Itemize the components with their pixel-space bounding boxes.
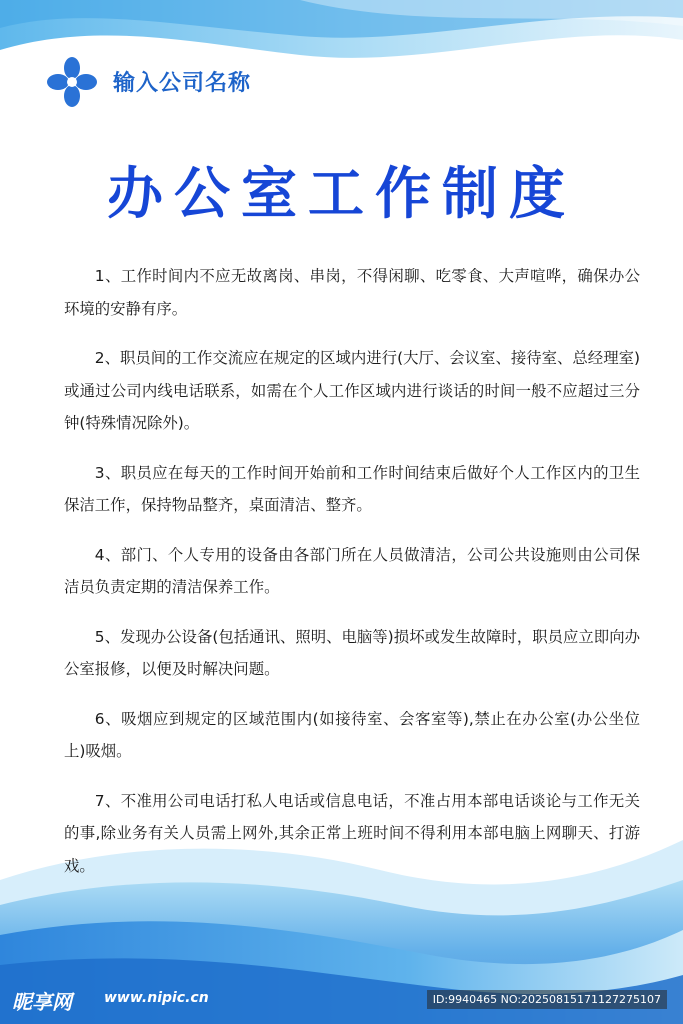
watermark-url: www.nipic.cn: [104, 990, 209, 1006]
rule-item: 7、不准用公司电话打私人电话或信息电话，不准占用本部电话谈论与工作无关的事,除业务有关人员需上网外,其余正常上班时间不得利用本部电脑上网聊天、打游戏。: [64, 791, 640, 875]
page-title: 办公室工作制度: [107, 162, 576, 227]
four-petal-flower-logo-icon: [46, 56, 98, 108]
rule-item: 4、部门、个人专用的设备由各部门所在人员做清洁，公司公共设施则由公司保洁员负责定期的清洁保养工作。: [64, 545, 640, 596]
rule-item: 5、发现办公设备(包括通讯、照明、电脑等)损坏或发生故障时，职员应立即向办公室报修，以便及时解决问题。: [64, 627, 640, 678]
rules-list: [64, 260, 640, 899]
watermark-id: ID:9940465 NO:20250815171127275107: [427, 990, 667, 1009]
company-name: 输入公司名称: [113, 71, 252, 96]
rule-item: 2、职员间的工作交流应在规定的区域内进行(大厅、会议室、接待室、总经理室)或通过公司内线电话联系，如需在个人工作区域内进行谈话的时间一般不应超过三分钟(特殊情况除外)。: [64, 349, 640, 432]
rule-item: 3、职员应在每天的工作时间开始前和工作时间结束后做好个人工作区内的卫生保洁工作，保持物品整齐，桌面清洁、整齐。: [64, 463, 640, 514]
rule-item: 1、工作时间内不应无故离岗、串岗，不得闲聊、吃零食、大声喧哗，确保办公环境的安静有序。: [64, 267, 640, 318]
watermark-logo: 昵享网: [12, 990, 72, 1014]
rule-item: 6、吸烟应到规定的区域范围内(如接待室、会客室等),禁止在办公室(办公坐位上)吸烟。: [64, 709, 640, 760]
